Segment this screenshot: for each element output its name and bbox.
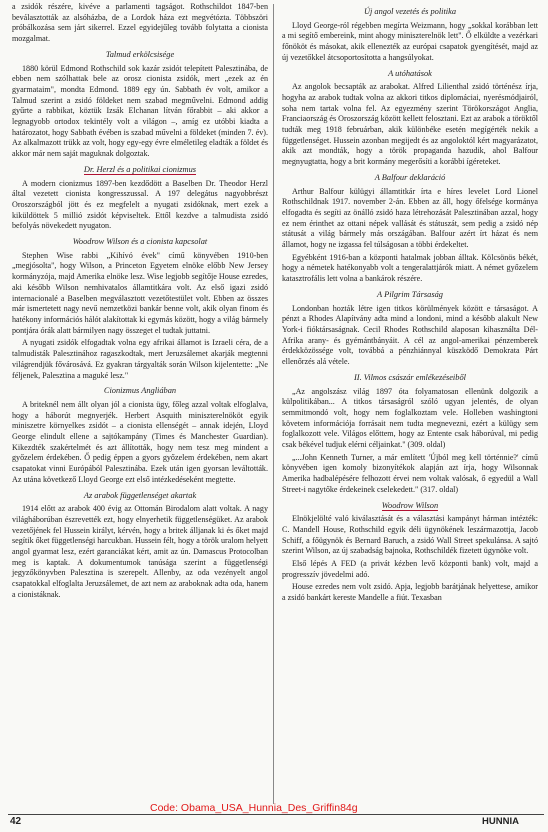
heading-arab: Az arabok függetlenséget akartak — [83, 490, 197, 500]
paragraph: House ezredes nem volt zsidó. Apja, legjobb barátjának helyettese, amikor a zsidó bankárt kereste Mandelle a fiút. Texasban — [282, 582, 538, 603]
heading-herzl: Dr. Herzl és a politikai cionizmus — [83, 164, 197, 174]
paragraph: Stephen Wise rabbi „Kihívó évek" című könyvében 1910-ben „megjósolta", hogy Wilson, a Princeton Egyetem elnöke előbb New Jersey kormányzója, majd Amerika elnöke lesz. Wise legjobb segítője House ezredes, aki később Wilson nemhivatalos államtitkára volt. Az első igazi zsidó internacionalé a Baselben megválasztott vezetőtestület volt. Ebben az összes már ismertetett nagy nevű nemzetközi bankár benne volt, akik olyan finom és hatékony információs hálót alakítottak ki egymás között, hogy a világ bármely pontjára órák alatt bármilyen nagy összeget el tudtak juttatni. — [12, 250, 268, 335]
paragraph: Az angolok becsapták az arabokat. Alfred Lilienthal zsidó történész írja, hogyha az arabok tudtak volna az akkori titkos diplomáciai, nyerésmódjairól, soha nem tartak volna fel. Az egyezmény szerint Törökországot Anglia, Franciaország és Oroszország között kellett felosztani. Ezt az arabok a töröktől tudták meg 1918 februárban, akik különbéke esetén megígérték nekik a függetlenséget. Hussein azonban megijedt és az angoloktól kért magyarázatot, akik azt mondták, hogy a török propaganda hazudik, ahol Balfour megnyugtatta, hogy a brit kormány megerősíti a korábbi ígéreteket. — [282, 82, 538, 167]
paragraph: Arthur Balfour külügyi államtitkár írta e híres levelet Lord Lionel Rothschildnak 1917. november 2-án. Ebben az áll, hogy őfelsége kormánya elfogadta és segíti az önálló zsidó haza létrehozását Palesztinában azzal, hogy ez nem érinthet az ottani népek vallását és státuszát, sem pedig a zsidó nép státusát a világ bármely más országában. Balfour azért írt házat és nem államot, hogy ne izgassa fel túlságosan a többi érdekeltet. — [282, 186, 538, 250]
paragraph: „...John Kenneth Turner, a már említett 'Újból meg kell történnie?' című könyvében igen komoly bizonyítékok alapján azt írja, hogy Wilsonnak Amerika hadbalépésére felhozott érvei nem voltak valósak, ő egyedül a Wall Street-i nagytőke érdekeinek cselekedett." (317. oldal) — [282, 452, 538, 494]
heading-weizmann: Új angol vezetés és politika — [363, 7, 457, 16]
paragraph: A nyugati zsidók elfogadtak volna egy afrikai államot is Izraeli céra, de a talmudisták Palesztinához ragaszkodtak, mert Jeruzsálemet akarják megtenni világrendjük fővárosává. Ez gyakran tárgyalták során Wilson kijelentette: „Ne féljenek, Palesztina a maguké lesz." — [12, 338, 268, 380]
paragraph: 1880 körül Edmond Rothschild sok kazár zsidót telepített Palesztinába, de ebben nem szólhattak bele az orosz cionista zsidók, mert „ezek az én gyarmataim", mondta Edmond. 1889 egy ún. Sabbath év volt, amikor a Talmud szerint a zsidó földeket nem szabad megművelni. Edmond addig gyűrte a rabbikat, köztük Izsák Elchanan lítván főrabbit – aki akkor a legnagyobb ortodox tekintély volt a világon –, amíg ez utóbbi kiadta a határozatot, hogy Sabbath évében is szabad művelni a földeket (minden 7. év). Az alkalmazott trükk az volt, hogy egy-egy évre elméletileg eladták a földet és akkor már nem saját maguknak dolgoztak. — [12, 63, 268, 159]
heading-balfour: A Balfour deklaráció — [374, 172, 446, 182]
paragraph: Lloyd George-ról régebben megírta Weizmann, hogy „sokkal korábban lett a mi segítő embereink, mint ahogy miniszterelnök lett". Ő elküldte a vezérkari főnököt és másokat, akik ellenezték az európai csapatok gyengítését, majd az új vezetőkkel átcsoportosította a hangsúlyokat. — [282, 20, 538, 62]
publication-name: HUNNIA — [482, 816, 519, 827]
heading-wilson: Woodrow Wilson és a cionista kapcsolat — [72, 237, 208, 247]
paragraph: Első lépés A FED (a privát kézben levő központi bank) volt, majd a progresszív jövedelmi adó. — [282, 559, 538, 579]
paragraph: „Az angolszász világ 1897 óta folyamatosan ellenünk dolgozik a külpolitikában... A titkos társaságról szóló ugyan jelentés, de olyan semmitmondó volt, hogy nem foglalkoztam vele. Holleben washingtoni követem információja forrásait nem tudta megnevezni, ezért a külügy sem foglalkozott vele. Világos előttem, hogy az Entente csak háborúval, mi pedig csak békével tudjuk elérni céljainkat." (309. oldal) — [282, 386, 538, 450]
heading-talmud: Talmud erkölcsisége — [105, 49, 175, 59]
paragraph: Londonban hozták létre igen titkos körülmények között e társaságot. A pénzt a Rhodes Alapítvány adta mind a londoni, mind a később alakult New York-i fióktársaságnak. Cecil Rhodes Rothschild alaposan kihasználta Dél-Afrika arany- és gyémántbányáit. A cél az angol-amerikai pénzemberek érdekközössége volt, továbbá a pénzhiánnyal küszködő Demokrata Párt ellenőrzés alá vétele. — [282, 303, 538, 367]
paragraph: 1914 előtt az arabok 400 évig az Ottomán Birodalom alatt voltak. A nagy világháborúban észrevették ezt, hogy elnyerhetik függetlenségüket. Az arabok vezetőjének fel Hussein királyt, kérvén, hogy a britek álljanak ki és őket majd segítik őket függetlenségi harcukban. Hussein félt, hogy a török uralom helyett angol gyarmat lesz, ezért garanciákat kért, amit az ún. Damascus Protocolban meg is kaptak. A dokumentumok tanúsága szerint a függetlenségi jegyzőkönyvben Palesztina is szerepelt. Allenby, az oda vezényelt angol csapatokkal elfoglalta Jeruzsálemet, de azt nem az araboknak adta oda, hanem a cionistáknak. — [12, 504, 268, 599]
paragraph: Elnökjelölté való kiválasztását és a választási kampányt hárman intézték: C. Mandell House, Rothschild egyik déli ügynökének leszármazottja, Jacob Schiff, a főügynök és Bernard Baruch, a zsidó Wall Street spekulánsa. A sajtó szerint Wilson, az új szabadság bajnoka, Rothschildék fizetett ügynöke volt. — [282, 514, 538, 556]
code-annotation: Code: Obama_USA_Hunnia_Des_Griffin84g — [150, 802, 358, 814]
heading-vilmos: II. Vilmos császár emlékezéseiből — [354, 372, 466, 382]
footer-rule — [8, 814, 544, 815]
intro-paragraph: a zsidók részére, kivéve a parlamenti tagságot. Rothschildot 1847-ben beválasztották az alsóházba, de a Lordok háza ezt megvétózta. Többszöri próbálkozása sem járt sikerrel. Ezzel egyidejűleg tovább folytatta a cionista mozgalmat. — [12, 2, 268, 44]
right-column — [282, 2, 538, 606]
left-column — [12, 2, 268, 603]
heading-wilson2: Woodrow Wilson — [381, 500, 439, 510]
column-divider — [273, 4, 274, 804]
heading-utohatasok: A utóhatások — [388, 68, 432, 78]
heading-pilgrim: A Pilgrim Társaság — [377, 289, 443, 299]
paragraph: Egyébként 1916-ban a központi hatalmak jobban álltak. Kölcsönös békét, hogy a németek hatékonyabb volt a tengeralattjárók miatt. A német győzelem katasztrofális lett volna a bankárok részére. — [282, 252, 538, 284]
heading-anglia: Cionizmus Angliában — [103, 386, 177, 396]
page-number: 42 — [10, 816, 22, 827]
paragraph: A modern cionizmus 1897-ben kezdődött a Baselben Dr. Theodor Herzl által vezetett cionista kongresszussal. A 197 delegátus nagyobbrészt Oroszországból jött és ez megfelelt a nyugati zsidóknak, mert ezek a kiküldöttek 5 millió zsidót képviseltek. Ettől kezdve a talmudista zsidó befolyás növekedett nyugaton. — [12, 178, 268, 231]
paragraph: A briteknél nem állt olyan jól a cionista ügy, főleg azzal voltak elfoglalva, hogy a háborút megnyerjék. Herbert Asquith miniszterelnököt egyik miniszetre környelkes zsidót – a cionista ellenségét – annak idején, Lloyd George elindult ellene a sajtókampány (Times és Manchester Guardian). Kikezdték szakértelmét és azt állították, hogy nem tesz meg mindent a győzelem érdekében. Ő pedig éppen a gyors győzelem érdekében, nem akart csapatokat vinni Európából Palesztinába. Ezek után igen gyorsan leváltották. Az utána következő Lloyd George ezt első intézkedéseként megtette. — [12, 399, 268, 484]
